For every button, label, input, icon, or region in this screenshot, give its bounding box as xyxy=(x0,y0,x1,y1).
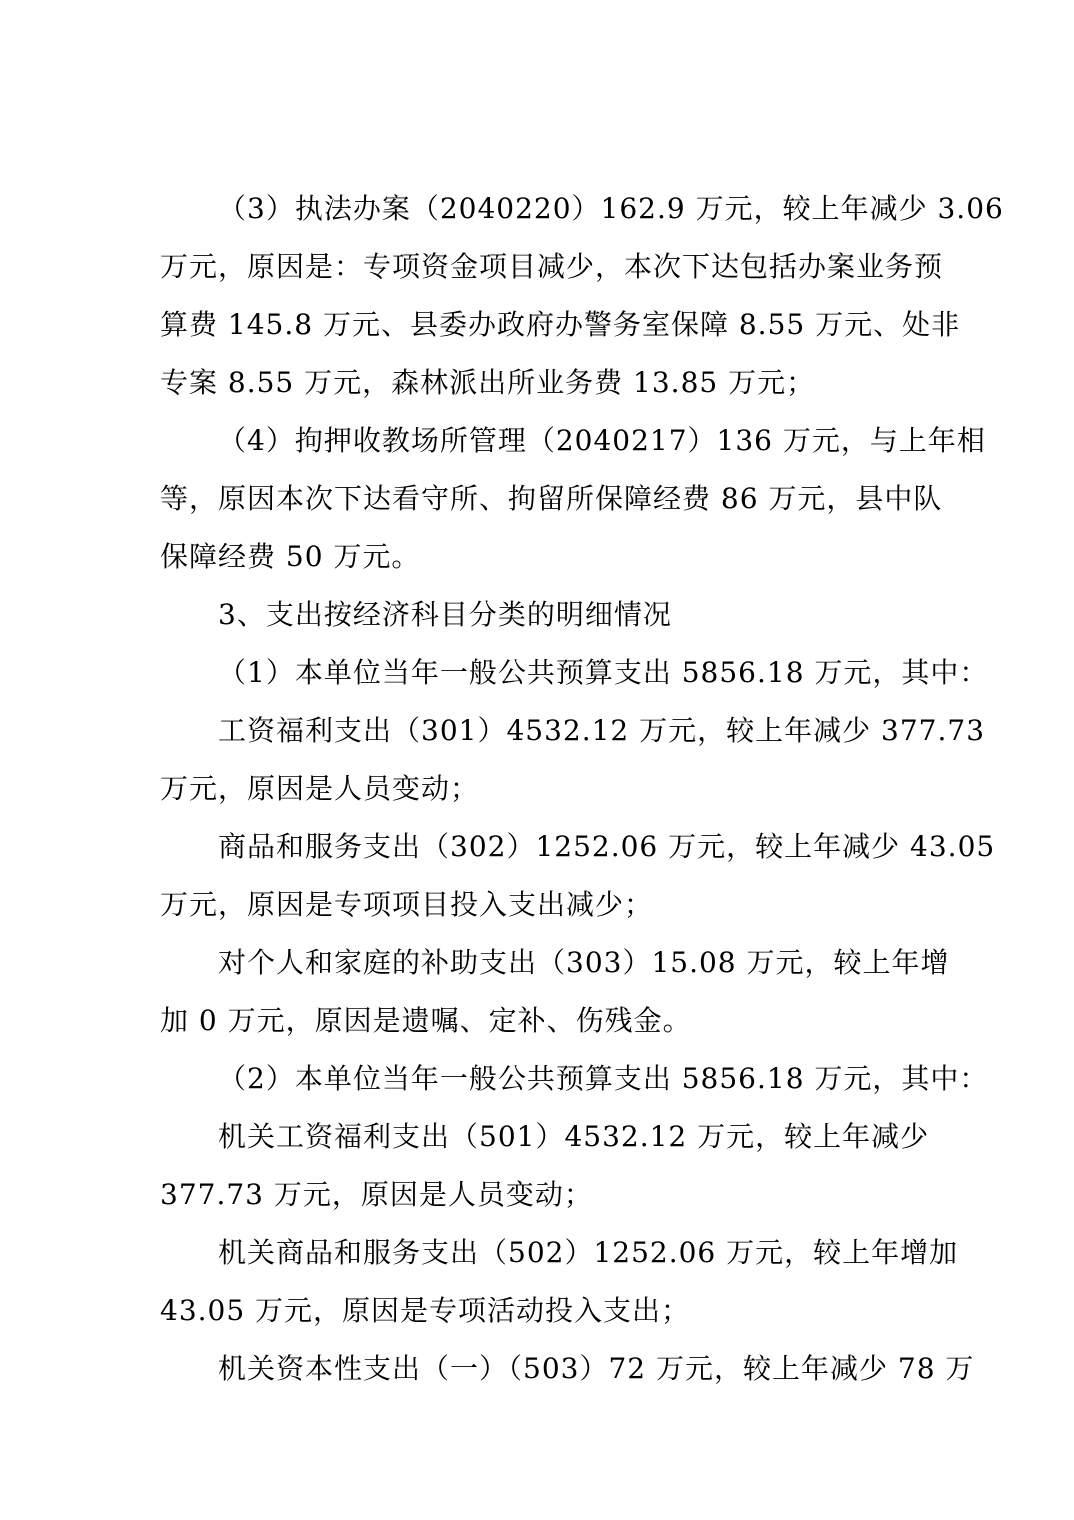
section-heading: 3、支出按经济科目分类的明细情况 xyxy=(218,598,672,631)
text-line-4: 专案 8.55 万元，森林派出所业务费 13.85 万元； xyxy=(160,366,816,399)
text-line-16: （2）本单位当年一般公共预算支出 5856.18 万元，其中： xyxy=(218,1062,989,1095)
text-line-1: （3）执法办案（2040220）162.9 万元，较上年减少 3.06 xyxy=(218,192,1004,225)
text-line-2: 万元，原因是：专项资金项目减少，本次下达包括办案业务预 xyxy=(160,250,944,283)
text-line-20: 43.05 万元，原因是专项活动投入支出； xyxy=(160,1294,691,1327)
text-line-11: 万元，原因是人员变动； xyxy=(160,772,480,805)
text-line-21: 机关资本性支出（一）（503）72 万元，较上年减少 78 万 xyxy=(218,1352,975,1385)
text-line-7: 保障经费 50 万元。 xyxy=(160,540,421,573)
text-line-10: 工资福利支出（301）4532.12 万元，较上年减少 377.73 xyxy=(218,714,986,747)
text-line-18: 377.73 万元，原因是人员变动； xyxy=(160,1178,593,1211)
text-line-12: 商品和服务支出（302）1252.06 万元，较上年减少 43.05 xyxy=(218,830,996,863)
text-line-5: （4）拘押收教场所管理（2040217）136 万元，与上年相 xyxy=(218,424,986,457)
text-line-17: 机关工资福利支出（501）4532.12 万元，较上年减少 xyxy=(218,1120,930,1153)
text-line-19: 机关商品和服务支出（502）1252.06 万元，较上年增加 xyxy=(218,1236,959,1269)
text-line-13: 万元，原因是专项项目投入支出减少； xyxy=(160,888,654,921)
text-line-14: 对个人和家庭的补助支出（303）15.08 万元，较上年增 xyxy=(218,946,950,979)
text-line-3: 算费 145.8 万元、县委办政府办警务室保障 8.55 万元、处非 xyxy=(160,308,961,341)
text-line-9: （1）本单位当年一般公共预算支出 5856.18 万元，其中： xyxy=(218,656,989,689)
text-line-6: 等，原因本次下达看守所、拘留所保障经费 86 万元，县中队 xyxy=(160,482,943,515)
text-line-15: 加 0 万元，原因是遗嘱、定补、伤残金。 xyxy=(160,1004,692,1037)
